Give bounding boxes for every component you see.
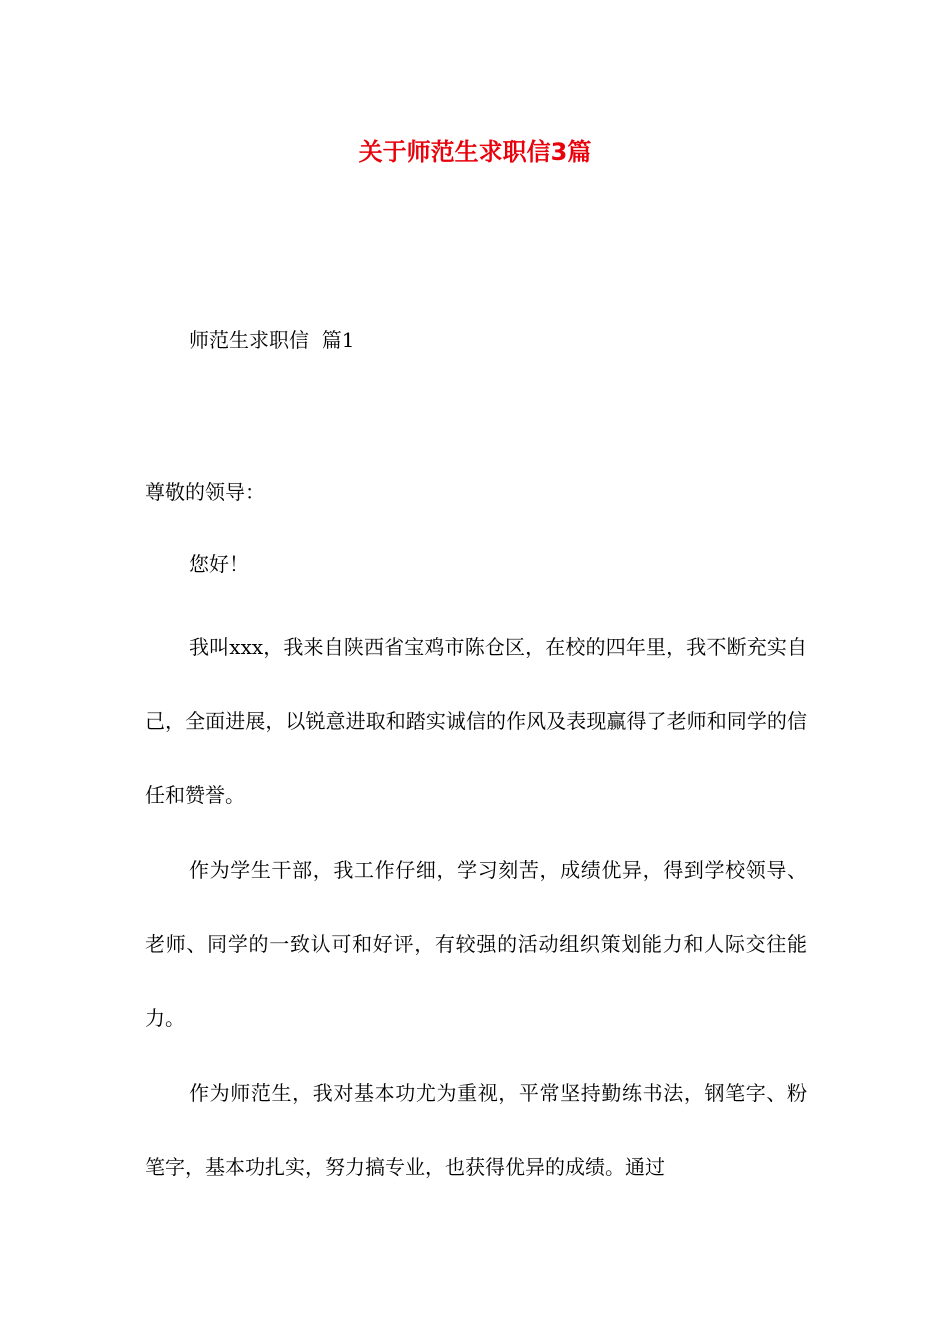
body-paragraph: 作为学生干部，我工作仔细，学习刻苦，成绩优异，得到学校领导、老师、同学的一致认可和好评，有较强的活动组织策划能力和人际交往能力。 [145, 858, 807, 1030]
salutation: 尊敬的领导： [145, 480, 265, 504]
greeting: 您好！ [189, 552, 249, 576]
document-title: 关于师范生求职信3篇 [358, 138, 592, 166]
section-heading: 师范生求职信 篇1 [189, 328, 355, 352]
body-paragraph: 我叫xxx，我来自陕西省宝鸡市陈仓区，在校的四年里，我不断充实自己，全面进展，以锐意进取和踏实诚信的作风及表现赢得了老师和同学的信任和赞誉。 [145, 635, 807, 807]
body-paragraph: 作为师范生，我对基本功尤为重视，平常坚持勤练书法，钢笔字、粉笔字，基本功扎实，努力搞专业，也获得优异的成绩。通过 [145, 1081, 807, 1179]
